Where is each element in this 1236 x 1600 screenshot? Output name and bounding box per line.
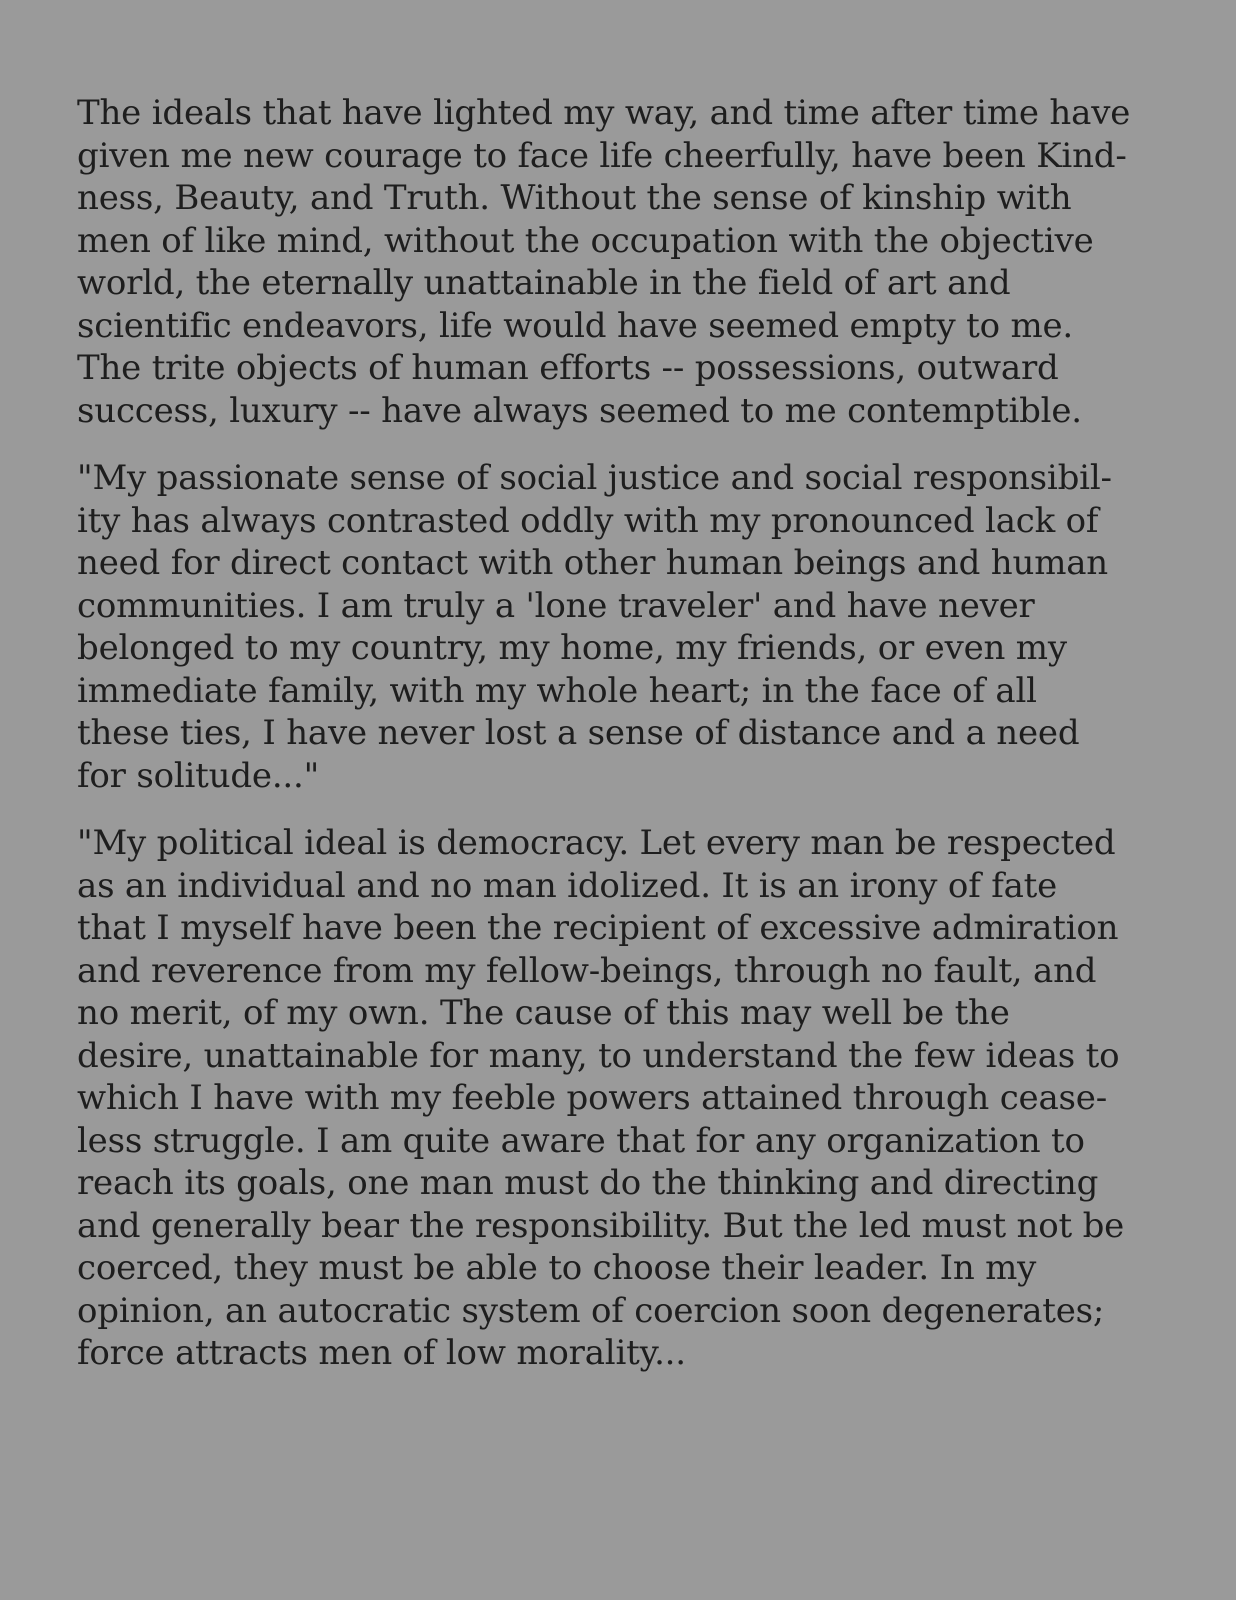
text-line: "My political ideal is democracy. Let every man be respected bbox=[77, 823, 1116, 863]
text-line: these ties, I have never lost a sense of distance and a need bbox=[77, 713, 1080, 753]
text-line: coerced, they must be able to choose their leader. In my bbox=[77, 1248, 1037, 1288]
text-line: less struggle. I am quite aware that for any organization to bbox=[77, 1120, 1085, 1161]
text-line: which I have with my feeble powers attained through cease- bbox=[77, 1078, 1107, 1118]
text-line: communities. I am truly a 'lone traveler' and have never bbox=[77, 585, 1035, 626]
text-line: scientific endeavors, life would have seemed empty to me. bbox=[77, 305, 1074, 346]
text-line: for solitude..." bbox=[77, 755, 320, 796]
paragraph-social-justice bbox=[77, 457, 1187, 797]
text-line: "My passionate sense of social justice and social responsibil- bbox=[77, 458, 1112, 498]
text-line: The ideals that have lighted my way, and time after time have bbox=[77, 93, 1131, 133]
text-line: ity has always contrasted oddly with my pronounced lack of bbox=[77, 500, 1099, 541]
text-line: no merit, of my own. The cause of this may well be the bbox=[77, 993, 1010, 1033]
text-line: opinion, an autocratic system of coercion soon degenerates; bbox=[77, 1290, 1105, 1331]
text-line: as an individual and no man idolized. It is an irony of fate bbox=[77, 865, 1058, 906]
text-line: success, luxury -- have always seemed to me contemptible. bbox=[77, 390, 1082, 431]
text-line: belonged to my country, my home, my friends, or even my bbox=[77, 628, 1067, 668]
text-line: and reverence from my fellow-beings, through no fault, and bbox=[77, 950, 1097, 991]
text-line: ness, Beauty, and Truth. Without the sense of kinship with bbox=[77, 178, 1072, 218]
text-line: world, the eternally unattainable in the field of art and bbox=[77, 263, 1011, 303]
paragraph-political-ideal bbox=[77, 822, 1187, 1375]
paragraph-ideals bbox=[77, 92, 1187, 432]
text-line: need for direct contact with other human beings and human bbox=[77, 543, 1108, 583]
text-line: that I myself have been the recipient of excessive admiration bbox=[77, 908, 1119, 948]
text-line: and generally bear the responsibility. But the led must not be bbox=[77, 1205, 1125, 1246]
text-line: given me new courage to face life cheerfully, have been Kind- bbox=[77, 135, 1127, 176]
text-line: force attracts men of low morality... bbox=[77, 1333, 686, 1373]
text-line: desire, unattainable for many, to understand the few ideas to bbox=[77, 1035, 1120, 1076]
text-line: men of like mind, without the occupation with the objective bbox=[77, 220, 1094, 261]
text-line: The trite objects of human efforts -- possessions, outward bbox=[77, 348, 1059, 388]
document-body bbox=[77, 92, 1187, 1400]
text-line: immediate family, with my whole heart; in the face of all bbox=[77, 670, 1037, 711]
text-line: reach its goals, one man must do the thinking and directing bbox=[77, 1163, 1099, 1203]
